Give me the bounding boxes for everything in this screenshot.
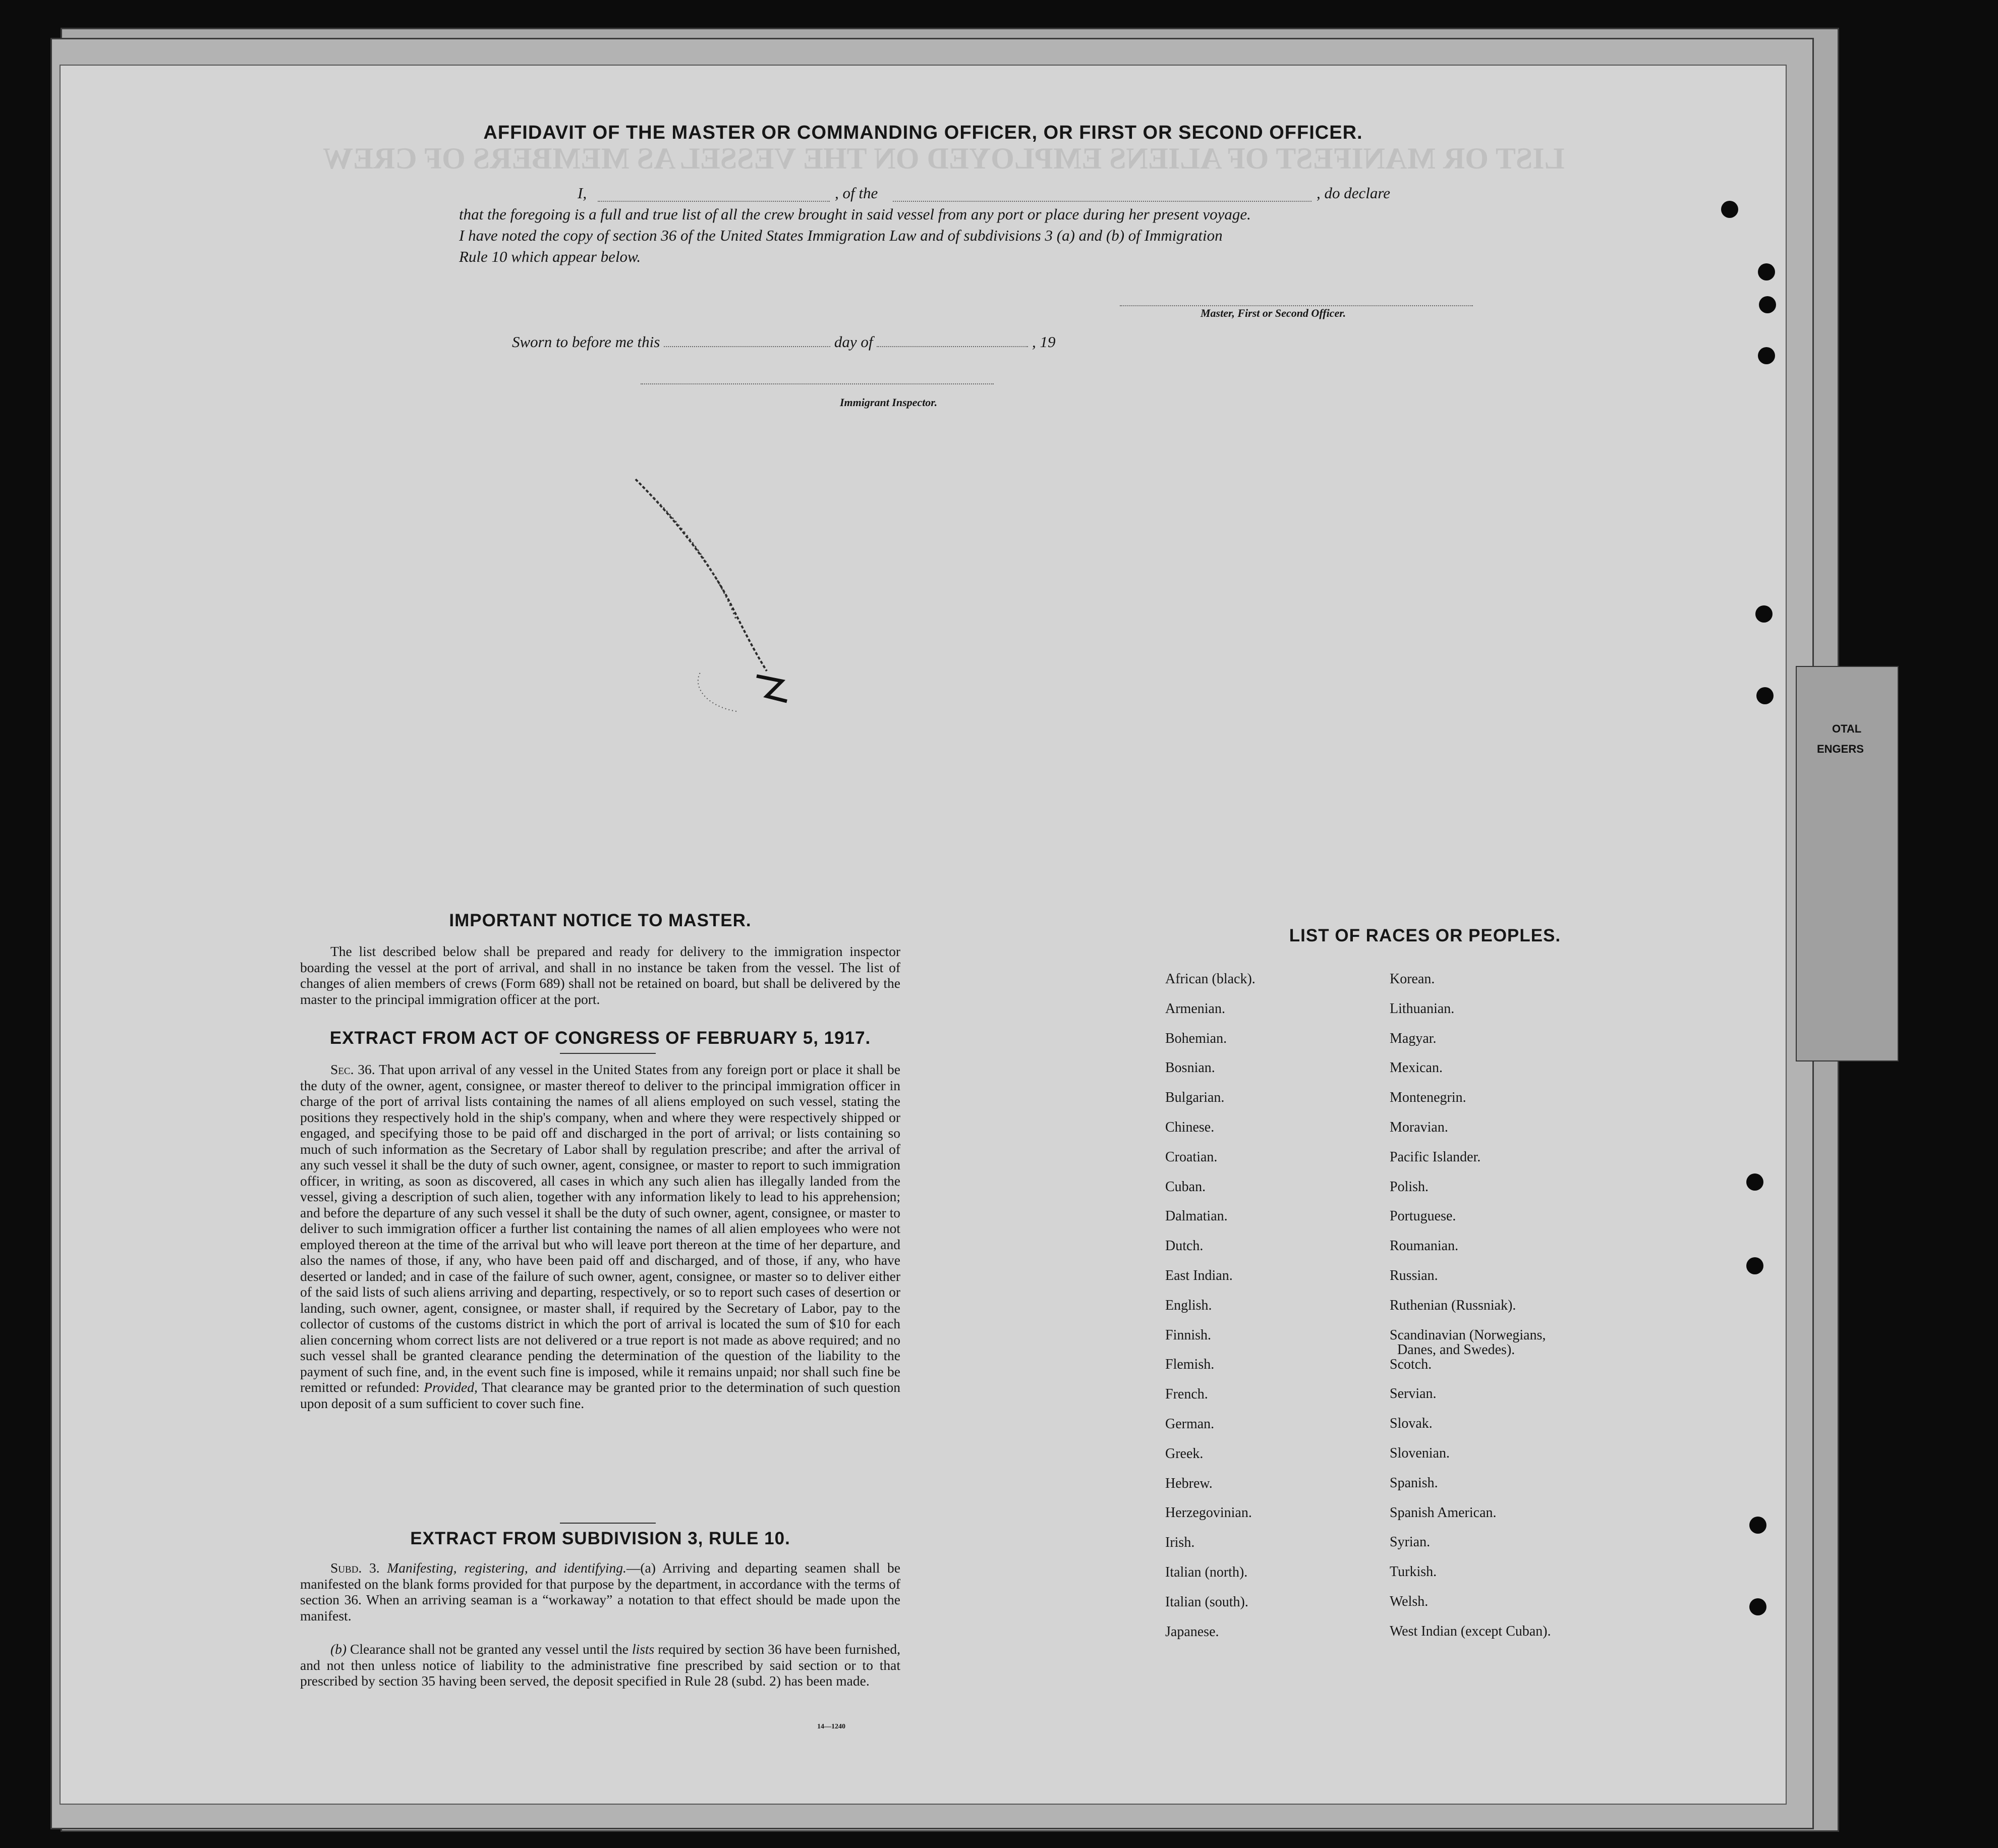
- punch-hole: [1756, 687, 1774, 704]
- punch-hole: [1749, 1517, 1766, 1534]
- race-item: Armenian.: [1165, 1000, 1225, 1017]
- race-item: Spanish American.: [1390, 1504, 1497, 1521]
- race-item: Spanish.: [1390, 1475, 1438, 1491]
- master-signature-label: Master, First or Second Officer.: [1201, 307, 1346, 319]
- race-item: Pacific Islander.: [1390, 1149, 1481, 1165]
- affidavit-line-4: Rule 10 which appear below.: [459, 248, 641, 265]
- race-item: Turkish.: [1390, 1564, 1437, 1580]
- race-item: Servian.: [1390, 1386, 1437, 1402]
- affidavit-title: AFFIDAVIT OF THE MASTER OR COMMANDING OFFICER, OR FIRST OR SECOND OFFICER.: [483, 122, 1363, 143]
- race-item: Croatian.: [1165, 1149, 1218, 1165]
- divider: [560, 1523, 656, 1524]
- race-item: Italian (south).: [1165, 1594, 1248, 1610]
- race-item: Portuguese.: [1390, 1208, 1456, 1224]
- subdivision-heading: Manifesting, registering, and identifying.: [387, 1560, 626, 1576]
- punch-hole: [1759, 296, 1776, 313]
- race-item: Scotch.: [1390, 1356, 1432, 1372]
- year-text: , 19: [1032, 333, 1056, 351]
- race-item: Greek.: [1165, 1445, 1204, 1462]
- race-item: Russian.: [1390, 1268, 1438, 1283]
- race-item: Welsh.: [1390, 1594, 1429, 1609]
- race-item: Magyar.: [1390, 1030, 1437, 1046]
- punch-hole: [1721, 201, 1738, 218]
- race-item: Dutch.: [1165, 1238, 1204, 1254]
- day-of-text: day of: [834, 333, 873, 351]
- affidavit-i: I,: [578, 184, 587, 202]
- punch-hole: [1758, 263, 1775, 281]
- race-item: Ruthenian (Russniak).: [1390, 1297, 1516, 1313]
- affidavit-line-2: that the foregoing is a full and true list of all the crew brought in said vessel from any port or place during her present voyage.: [459, 205, 1251, 223]
- rule-text-a: [300, 1560, 900, 1623]
- sworn-month-field[interactable]: [877, 337, 1028, 347]
- manifest-page: [60, 65, 1787, 1805]
- race-item: Moravian.: [1390, 1119, 1448, 1135]
- divider: [560, 1053, 656, 1054]
- lists-word: lists: [632, 1641, 655, 1657]
- race-item: Montenegrin.: [1390, 1090, 1466, 1106]
- form-number: 14—1240: [817, 1723, 845, 1730]
- inspector-signature-line[interactable]: [641, 383, 994, 384]
- race-item: Polish.: [1390, 1179, 1429, 1195]
- notice-title: IMPORTANT NOTICE TO MASTER.: [449, 911, 752, 930]
- punch-hole: [1746, 1257, 1763, 1274]
- race-item: Slovak.: [1390, 1416, 1433, 1432]
- master-signature-line[interactable]: [1120, 305, 1473, 306]
- inspector-signature-label: Immigrant Inspector.: [840, 396, 938, 409]
- affidavit-body: [459, 183, 1498, 267]
- act-text: [300, 1061, 900, 1411]
- race-item: Italian (north).: [1165, 1564, 1248, 1580]
- underlying-sheet-tab: [1796, 666, 1899, 1061]
- race-item: Flemish.: [1165, 1357, 1215, 1373]
- affidavit-line-3: I have noted the copy of section 36 of the United States Immigration Law and of subdivisions 3 (a) and (b) of Immigration: [459, 227, 1223, 244]
- b-label: (b): [330, 1641, 347, 1657]
- punch-hole: [1749, 1598, 1766, 1615]
- rule-title: EXTRACT FROM SUBDIVISION 3, RULE 10.: [410, 1529, 790, 1548]
- act-body: That upon arrival of any vessel in the United States from any foreign port or place it shall be the duty of the owner, agent, consignee, or master thereof to deliver to the principal immigration officer in charge of the port of arrival lists containing the names of all aliens employed on such vessel, stating the positions they respectively hold in the ship's company, when and where they were respectively shipped or engaged, and specifying those to be paid off and discharged in the port of arrival; or lists containing so much of such information as the Secretary of Labor shall by regulation prescribe; and after the arrival of any such vessel it shall be the duty of such owner, agent, consignee, or master to report to such immigration officer, in writing, as soon as discovered, all cases in which any such alien has illegally landed from the vessel, giving a description of such alien, together with any information likely to lead to his apprehension; and before the departure of any such vessel it shall be the duty of such owner, agent, consignee, or master to deliver to such immigration officer a further list containing the names of all alien employees who were not employed thereon at the time of the arrival but who will leave port thereon at the time of her departure, and also the names of those, if any, who have been paid off and discharged, and of those, if any, who have deserted or landed; and in case of the failure of such owner, agent, consignee, or master so to deliver either of the said lists of such aliens arriving and departing, respectively, or so to report such cases of desertion or landing, such owner, agent, consignee, or master shall, if required by the Secretary of Labor, pay to the collector of customs of the customs district in which the port of arrival is located the sum of $10 for each alien concerning whom correct lists are not delivered or a true report is not made as above required; and no such vessel shall be granted clearance pending the determination of the question of the liability to the payment of such fine, and, in the event such fine is imposed, while it remains unpaid; nor shall such fine be remitted or refunded:: [300, 1061, 900, 1395]
- race-item: Japanese.: [1165, 1623, 1219, 1640]
- rule-body-b2: required by section 36 have been furnished, and not then unless notice of liability to the administrative fine prescribed by said section or to that prescribed by section 35 having been served, the deposit specified in Rule 28 (subd. 2) has been made.: [300, 1641, 901, 1689]
- race-item: Korean.: [1390, 971, 1435, 987]
- race-item: Finnish.: [1165, 1327, 1212, 1343]
- races-title: LIST OF RACES OR PEOPLES.: [1289, 926, 1561, 945]
- reverse-side-bleed: LIST OR MANIFEST OF ALIENS EMPLOYED ON THE VESSEL AS MEMBERS OF CREW: [323, 142, 1565, 175]
- sworn-text: Sworn to before me this: [512, 333, 660, 351]
- race-item: Slovenian.: [1390, 1445, 1450, 1461]
- race-item: Hebrew.: [1165, 1475, 1213, 1491]
- affidavit-of-the: , of the: [835, 184, 878, 202]
- race-item: Herzegovinian.: [1165, 1505, 1252, 1521]
- race-item: Danes, and Swedes).: [1397, 1341, 1515, 1358]
- race-item: English.: [1165, 1297, 1212, 1313]
- section-label: Sec. 36.: [330, 1061, 375, 1077]
- vessel-field[interactable]: [893, 192, 1311, 202]
- handwritten-mark: [615, 459, 827, 742]
- punch-hole: [1758, 347, 1775, 364]
- race-item: African (black).: [1165, 971, 1255, 987]
- race-item: Dalmatian.: [1165, 1208, 1228, 1224]
- race-item: Bohemian.: [1165, 1030, 1227, 1046]
- notice-text: The list described below shall be prepared and ready for delivery to the immigration inspector boarding the vessel at the port of arrival, and shall in no instance be taken from the vessel. The list of changes of alien members of crews (Form 689) shall not be retained on board, but shall be delivered by the master to the principal immigration officer at the port.: [300, 943, 900, 1007]
- race-item: Scandinavian (Norwegians,: [1390, 1327, 1546, 1343]
- race-item: Bosnian.: [1165, 1060, 1215, 1076]
- tab-label: ENGERS: [1817, 743, 1864, 755]
- rule-body-a: —(a) Arriving and departing seamen shall be manifested on the blank forms provided for that purpose by the department, in accordance with the terms of section 36. When an arriving seaman is a “workaway” a notation to that effect should be made upon the manifest.: [300, 1560, 901, 1623]
- race-item: German.: [1165, 1416, 1215, 1432]
- rule-text-b: [300, 1641, 900, 1689]
- race-item: Irish.: [1165, 1535, 1195, 1551]
- act-title: EXTRACT FROM ACT OF CONGRESS OF FEBRUARY 5, 1917.: [329, 1028, 871, 1048]
- name-field[interactable]: [598, 192, 830, 202]
- sworn-day-field[interactable]: [664, 337, 830, 347]
- punch-hole: [1746, 1173, 1763, 1191]
- race-item: Syrian.: [1390, 1534, 1431, 1550]
- affidavit-do-declare: , do declare: [1317, 184, 1391, 202]
- act-body-end: That clearance may be granted prior to the determination of such question upon deposit of a sum sufficient to cover such fine.: [300, 1379, 900, 1411]
- tab-label: OTAL: [1832, 722, 1862, 735]
- provided-text: Provided,: [424, 1379, 478, 1395]
- subdivision-label: Subd. 3.: [330, 1560, 380, 1576]
- sworn-line: [512, 333, 1055, 351]
- race-item: Roumanian.: [1390, 1238, 1459, 1254]
- race-item: Mexican.: [1390, 1060, 1443, 1076]
- punch-hole: [1755, 605, 1773, 623]
- race-item: Cuban.: [1165, 1179, 1206, 1195]
- race-item: French.: [1165, 1386, 1208, 1403]
- race-item: Chinese.: [1165, 1119, 1215, 1135]
- race-item: Bulgarian.: [1165, 1090, 1225, 1106]
- race-item: East Indian.: [1165, 1268, 1233, 1283]
- race-item: West Indian (except Cuban).: [1390, 1623, 1551, 1639]
- rule-body-b1: Clearance shall not be granted any vessel until the: [350, 1641, 629, 1657]
- race-item: Lithuanian.: [1390, 1000, 1455, 1017]
